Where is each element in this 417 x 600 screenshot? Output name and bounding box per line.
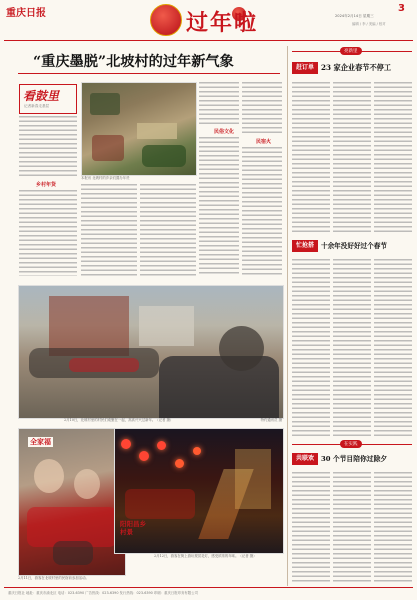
article-text	[333, 472, 371, 582]
story-tag: 赶订单	[292, 62, 318, 74]
article-text	[333, 259, 371, 437]
section-head: 乡村年货	[36, 182, 57, 188]
photo-caption: 2月10日，北坡村里的村民们欢聚在一起，高高兴兴过新年。（记者 摄）	[64, 418, 174, 422]
story-tag: 忙抢搭	[292, 240, 318, 252]
article-text	[374, 472, 412, 582]
lantern-icon	[150, 4, 182, 36]
article-text	[140, 184, 196, 276]
article-text	[292, 472, 330, 582]
story-title: 十余年没好好过个春节	[321, 242, 387, 250]
article-text	[242, 147, 282, 276]
banner-title: 过年啦	[186, 10, 259, 36]
article-text	[333, 82, 371, 234]
story-tag: 共联欢	[292, 453, 318, 465]
page-date: 2024年2月14日 星期三	[335, 14, 374, 18]
article-text	[374, 259, 412, 437]
main-headline: “重庆墨脱”北坡村的过年新气象	[33, 54, 234, 70]
article-text	[292, 259, 330, 437]
headline-rule	[18, 73, 280, 74]
masthead	[0, 0, 417, 44]
column-divider	[287, 46, 288, 586]
column-badge-title: 看鼓里	[23, 89, 60, 103]
section-label: 在实践	[340, 440, 362, 448]
footer-text: 重庆日报社 地址：重庆市渝北区 电话：023-6390 广告热线：023-6390 发行热线：023-6390 印刷：重庆日报印务有限公司	[8, 591, 198, 595]
newspaper-logo: 重庆日报	[6, 8, 46, 19]
story-header	[292, 453, 412, 467]
story-header	[292, 240, 412, 254]
story-title: 30 个节目陪你过除夕	[321, 455, 388, 463]
footer-rule	[4, 587, 413, 588]
article-text	[81, 184, 137, 276]
page-number: 3	[398, 3, 405, 14]
column-badge-sub: 记者新春走基层	[24, 104, 50, 108]
kicker: 全家福	[30, 437, 51, 446]
section-head: 民俗文化	[214, 129, 235, 135]
story-header	[292, 62, 412, 76]
photo-caption: 本报讯 北坡村的乡亲们置办年货	[81, 176, 130, 180]
page-meta: 编辑 / 李 / 美编 / 校对	[352, 22, 386, 26]
section-label-row	[292, 440, 412, 448]
photo-credit: 特约通讯员 摄	[260, 418, 282, 422]
article-text	[19, 116, 77, 178]
article-text	[19, 190, 77, 276]
photo-caption: 2月12日，游客在街上游玩观赏花灯，感受浓浓的年味。（记者 摄）	[154, 554, 257, 558]
section-label-row	[292, 47, 412, 55]
family-photo	[18, 428, 126, 576]
section-head: 民宿火	[256, 139, 272, 145]
story-title: 23 家企业春节不停工	[321, 63, 392, 72]
photo-caption: 2月11日，游客在北坡村里的民宿前参加活动。	[18, 576, 89, 580]
market-photo	[81, 82, 197, 176]
article-text	[242, 82, 282, 134]
masthead-rule	[4, 40, 413, 41]
section-label: 亮新里	[340, 47, 362, 55]
article-text	[199, 137, 239, 276]
article-text	[199, 82, 239, 124]
column-badge	[19, 84, 77, 114]
kicker: 阳阳昌乡村景	[120, 520, 146, 536]
village-group-photo	[18, 285, 284, 419]
article-text	[374, 82, 412, 234]
article-text	[292, 82, 330, 234]
